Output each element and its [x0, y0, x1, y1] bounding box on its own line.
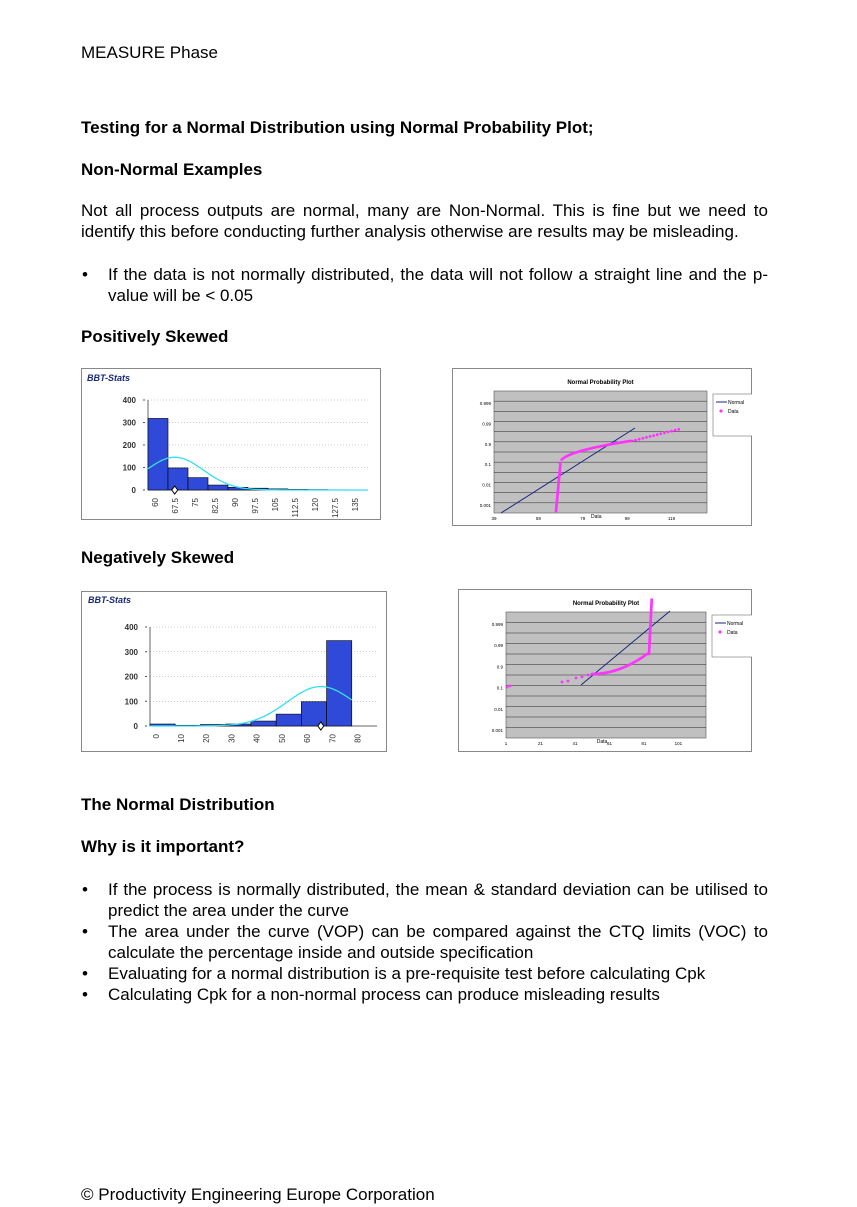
- x-tick-label: 39: [491, 516, 497, 521]
- data-point: [575, 677, 578, 680]
- data-point: [652, 434, 655, 437]
- data-point: [561, 681, 564, 684]
- section-heading-positive: Positively Skewed: [81, 327, 229, 346]
- y-tick-label: 0: [131, 486, 136, 495]
- legend-label: Normal: [727, 621, 744, 627]
- y-tick-label: 0.1: [496, 685, 503, 691]
- histogram-negative: [81, 591, 387, 752]
- bullet-glyph: •: [82, 880, 88, 899]
- x-tick-label: 81: [641, 741, 647, 746]
- x-tick-label: 40: [252, 734, 262, 743]
- y-tick-label: 0.001: [479, 503, 491, 508]
- x-tick-label: 30: [227, 734, 237, 743]
- data-point: [638, 438, 641, 441]
- y-tick-label: 0.999: [491, 622, 503, 627]
- y-tick-label: 0.99: [494, 643, 503, 649]
- data-point: [650, 598, 653, 601]
- x-tick-label: 60: [150, 498, 160, 507]
- x-tick-label: 119: [667, 516, 676, 521]
- probability-plot-negative: [458, 589, 752, 752]
- x-tick-label: 105: [270, 498, 280, 512]
- x-tick-label: 99: [624, 516, 630, 521]
- histogram-bar: [208, 485, 228, 490]
- legend-label: Data: [727, 630, 738, 636]
- data-point: [634, 439, 637, 442]
- x-tick-label: 60: [303, 734, 313, 743]
- y-tick-label: 100: [124, 697, 138, 707]
- data-point: [674, 429, 677, 432]
- x-axis-label: Data: [590, 514, 602, 520]
- page-footer: © Productivity Engineering Europe Corporation: [81, 1185, 435, 1204]
- x-tick-label: 127.5: [330, 498, 340, 519]
- subtitle: Non-Normal Examples: [81, 160, 263, 179]
- histogram-bar: [188, 478, 208, 490]
- bullet-glyph: •: [82, 922, 88, 941]
- page-title: Testing for a Normal Distribution using Normal Probability Plot;: [81, 118, 594, 137]
- y-tick-label: 0.001: [491, 728, 503, 733]
- bullet-text: Evaluating for a normal distribution is a pre-requisite test before calculating Cpk: [108, 964, 706, 983]
- histogram-bar: [148, 418, 168, 490]
- intro-paragraph: Not all process outputs are normal, many are Non-Normal. This is fine but we need to identify this before conducting further analysis otherwise are results may be misleading.: [81, 201, 768, 241]
- y-tick-label: 0.01: [494, 706, 503, 712]
- y-tick-label: 0.1: [484, 462, 491, 468]
- data-point: [581, 676, 584, 679]
- y-tick-label: 0.999: [479, 401, 491, 406]
- x-tick-label: 20: [202, 734, 212, 743]
- x-tick-label: 67.5: [170, 498, 180, 514]
- x-tick-label: 80: [353, 734, 363, 743]
- histogram-bar: [168, 468, 188, 490]
- data-point: [645, 436, 648, 439]
- y-tick-label: 300: [122, 418, 136, 428]
- histogram-bar: [251, 721, 276, 726]
- y-tick-label: 100: [122, 463, 136, 473]
- x-tick-label: 59: [535, 516, 541, 521]
- x-tick-label: 61: [606, 741, 612, 746]
- data-point: [663, 432, 666, 435]
- x-tick-label: 10: [177, 734, 187, 743]
- x-tick-label: 97.5: [250, 498, 260, 514]
- y-tick-label: 200: [124, 672, 138, 682]
- data-point: [567, 680, 570, 683]
- y-tick-label: 0.99: [482, 421, 491, 427]
- brand-label: BBT-Stats: [88, 595, 132, 605]
- y-tick-label: 0.9: [496, 664, 503, 670]
- data-point: [641, 437, 644, 440]
- list-item: [81, 984, 768, 1005]
- data-point: [509, 685, 512, 688]
- legend-label: Data: [728, 409, 739, 415]
- x-tick-label: 75: [190, 498, 200, 507]
- y-tick-label: 300: [124, 647, 138, 657]
- normal-bullet-list: [81, 879, 768, 1005]
- histogram-bar: [301, 702, 326, 726]
- y-tick-label: 0.9: [484, 441, 491, 447]
- data-point: [587, 674, 590, 677]
- list-item: [81, 879, 768, 921]
- bullet-text: The area under the curve (VOP) can be compared against the CTQ limits (VOC) to calculate the percentage inside and outside specification: [108, 922, 768, 962]
- x-tick-label: 1: [504, 741, 508, 746]
- x-tick-label: 79: [580, 516, 586, 521]
- data-point: [506, 686, 509, 689]
- y-tick-label: 200: [122, 441, 136, 450]
- bullet-glyph: •: [82, 985, 88, 1004]
- x-tick-label: 41: [572, 741, 578, 746]
- x-tick-label: 21: [537, 741, 543, 746]
- list-item: [81, 921, 768, 963]
- histogram-bar: [276, 714, 301, 726]
- plot-title: Normal Probability Plot: [572, 601, 640, 607]
- histogram-positive: [81, 368, 381, 520]
- y-tick-label: 0: [133, 722, 138, 731]
- x-tick-label: 135: [350, 498, 360, 512]
- histogram-bar: [327, 641, 352, 726]
- data-point: [631, 440, 634, 443]
- data-point: [656, 433, 659, 436]
- x-tick-label: 112.5: [290, 498, 300, 518]
- intro-bullet-list: [81, 264, 768, 306]
- x-tick-label: 90: [230, 498, 240, 507]
- legend-label: Normal: [728, 400, 745, 406]
- data-point: [649, 435, 652, 438]
- y-tick-label: 400: [122, 396, 136, 405]
- bullet-text: Calculating Cpk for a non-normal process can produce misleading results: [108, 985, 660, 1004]
- data-point: [677, 428, 680, 431]
- section-heading-negative: Negatively Skewed: [81, 548, 235, 567]
- y-tick-label: 400: [124, 623, 138, 632]
- y-tick-label: 0.01: [482, 482, 491, 488]
- data-point: [559, 462, 562, 465]
- list-item: [81, 264, 768, 306]
- bullet-text: If the process is normally distributed, the mean & standard deviation can be utilised to predict the area under the curve: [108, 880, 768, 920]
- data-point: [667, 431, 670, 434]
- page-header: MEASURE Phase: [81, 43, 218, 62]
- x-tick-label: 0: [151, 734, 161, 739]
- x-tick-label: 101: [674, 741, 683, 746]
- x-tick-label: 50: [277, 734, 287, 743]
- bullet-glyph: •: [82, 265, 88, 284]
- question-heading: Why is it important?: [81, 837, 245, 856]
- x-tick-label: 120: [310, 498, 320, 512]
- plot-title: Normal Probability Plot: [567, 380, 634, 386]
- bullet-glyph: •: [82, 964, 88, 983]
- x-tick-label: 70: [328, 734, 338, 743]
- x-axis-label: Data: [596, 739, 608, 745]
- list-item: [81, 963, 768, 984]
- x-tick-label: 82.5: [210, 498, 220, 514]
- data-point: [670, 430, 673, 433]
- probability-plot-positive: [452, 368, 752, 526]
- brand-label: BBT-Stats: [87, 373, 131, 383]
- data-point: [659, 432, 662, 435]
- bullet-text: If the data is not normally distributed, the data will not follow a straight line and the p-value will be < 0.05: [108, 265, 768, 305]
- section-heading-normal: The Normal Distribution: [81, 795, 275, 814]
